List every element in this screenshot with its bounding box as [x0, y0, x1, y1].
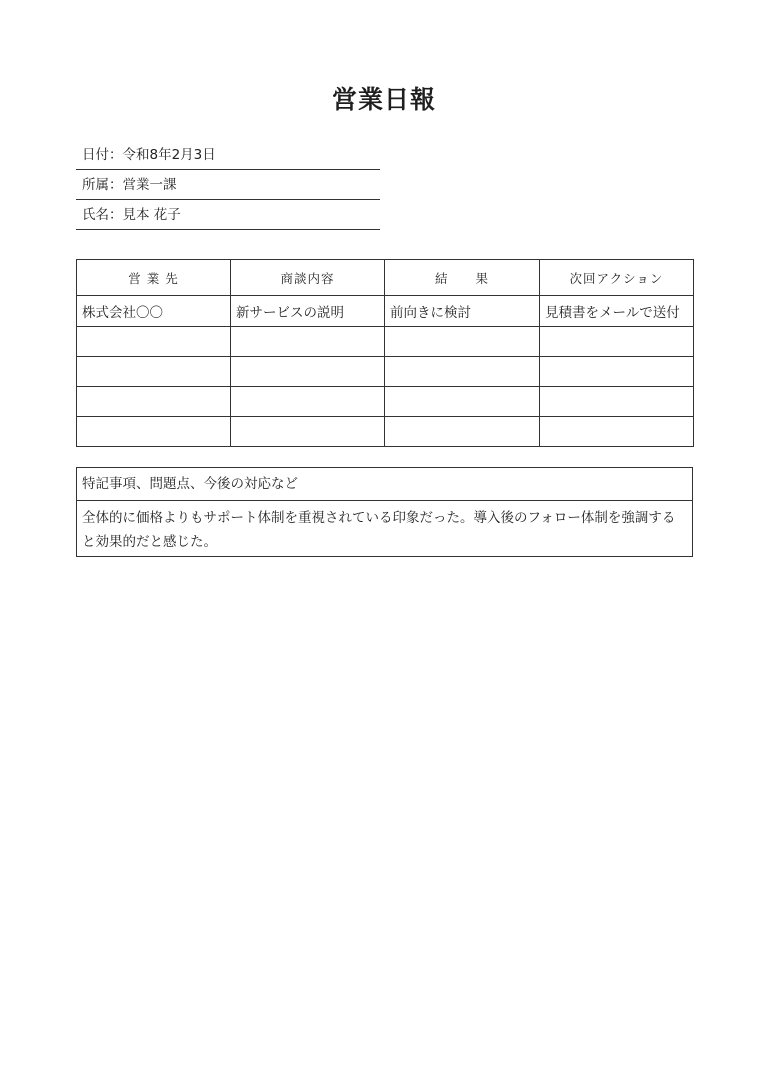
- notes-heading: 特記事項、問題点、今後の対応など: [77, 468, 692, 501]
- cell-next-action: [540, 327, 694, 357]
- table-header-row: [77, 260, 694, 296]
- date-field: 日付：令和8年2月3日: [76, 142, 380, 170]
- header-next-action: 次回アクション: [540, 260, 694, 296]
- cell-result: [385, 357, 540, 387]
- cell-client: [77, 417, 231, 447]
- cell-discussion: [231, 327, 385, 357]
- cell-client: [77, 357, 231, 387]
- cell-discussion: [231, 417, 385, 447]
- name-field: 氏名：見本 花子: [76, 202, 380, 230]
- cell-next-action: 見積書をメールで送付: [540, 296, 694, 327]
- table-row: [77, 327, 694, 357]
- sales-activity-table: [76, 259, 694, 447]
- cell-next-action: [540, 387, 694, 417]
- cell-next-action: [540, 417, 694, 447]
- table-row: [77, 296, 694, 327]
- header-discussion: 商談内容: [231, 260, 385, 296]
- table-row: [77, 417, 694, 447]
- cell-result: 前向きに検討: [385, 296, 540, 327]
- cell-client: [77, 387, 231, 417]
- cell-discussion: 新サービスの説明: [231, 296, 385, 327]
- cell-result: [385, 387, 540, 417]
- cell-result: [385, 327, 540, 357]
- cell-result: [385, 417, 540, 447]
- table-row: [77, 387, 694, 417]
- notes-body: 全体的に価格よりもサポート体制を重視されている印象だった。導入後のフォロー体制を強調すると効果的だと感じた。: [82, 510, 676, 550]
- cell-discussion: [231, 387, 385, 417]
- page-title: 営業日報: [331, 85, 436, 114]
- cell-discussion: [231, 357, 385, 387]
- cell-next-action: [540, 357, 694, 387]
- table-row: [77, 357, 694, 387]
- header-result: 結 果: [385, 260, 540, 296]
- cell-client: 株式会社〇〇: [77, 296, 231, 327]
- header-client: 営 業 先: [77, 260, 231, 296]
- department-field: 所属：営業一課: [76, 172, 380, 200]
- cell-client: [77, 327, 231, 357]
- notes-box: [76, 467, 693, 557]
